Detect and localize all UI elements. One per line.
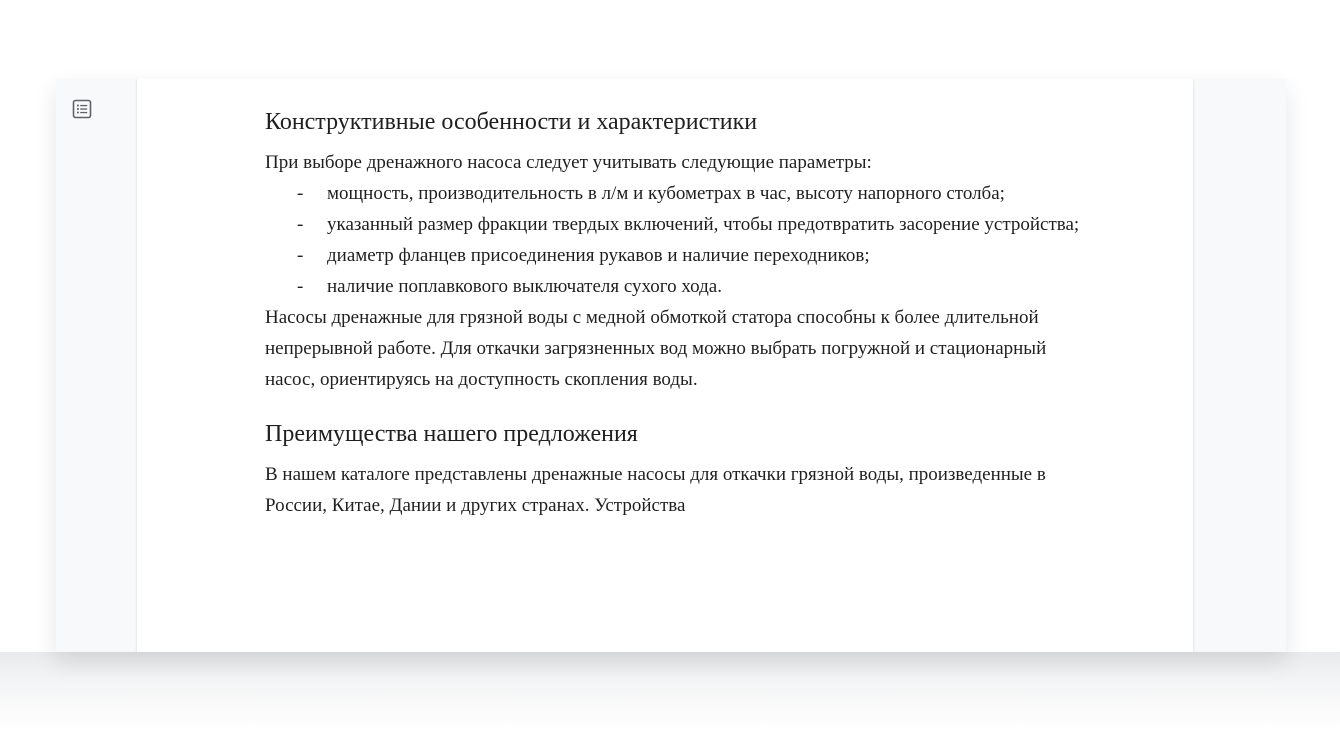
- bottom-shadow: [0, 652, 1340, 732]
- features-list: [265, 178, 1085, 302]
- document-viewer[interactable]: [56, 79, 1286, 652]
- section-heading-advantages: Преимущества нашего предложения: [265, 421, 638, 447]
- list-item: - мощность, производительность в л/м и кубометрах в час, высоту напорного столба;: [327, 178, 1085, 209]
- section-spacer: [265, 395, 1085, 417]
- list-item: - указанный размер фракции твердых включений, чтобы предотвратить засорение устройства;: [327, 209, 1085, 240]
- list-item: - наличие поплавкового выключателя сухого хода.: [327, 271, 1085, 302]
- section-heading-features: Конструктивные особенности и характеристики: [265, 109, 758, 135]
- list-item: - диаметр фланцев присоединения рукавов и наличие переходников;: [327, 240, 1085, 271]
- document-outline-icon: [71, 98, 93, 120]
- advantages-paragraph: В нашем каталоге представлены дренажные насосы для откачки грязной воды, произведенные в России, Китае, Дании и других странах. Устройства: [265, 464, 1046, 516]
- page-content: [265, 105, 1085, 521]
- document-page[interactable]: [137, 79, 1193, 652]
- features-intro: При выборе дренажного насоса следует учитывать следующие параметры:: [265, 152, 872, 173]
- features-paragraph: Насосы дренажные для грязной воды с медной обмоткой статора способны к более длительной непрерывной работе. Для откачки загрязненных вод можно выбрать погружной и стационарный насос, ориентируясь на доступность скопления воды.: [265, 307, 1047, 390]
- document-outline-button[interactable]: [68, 95, 96, 123]
